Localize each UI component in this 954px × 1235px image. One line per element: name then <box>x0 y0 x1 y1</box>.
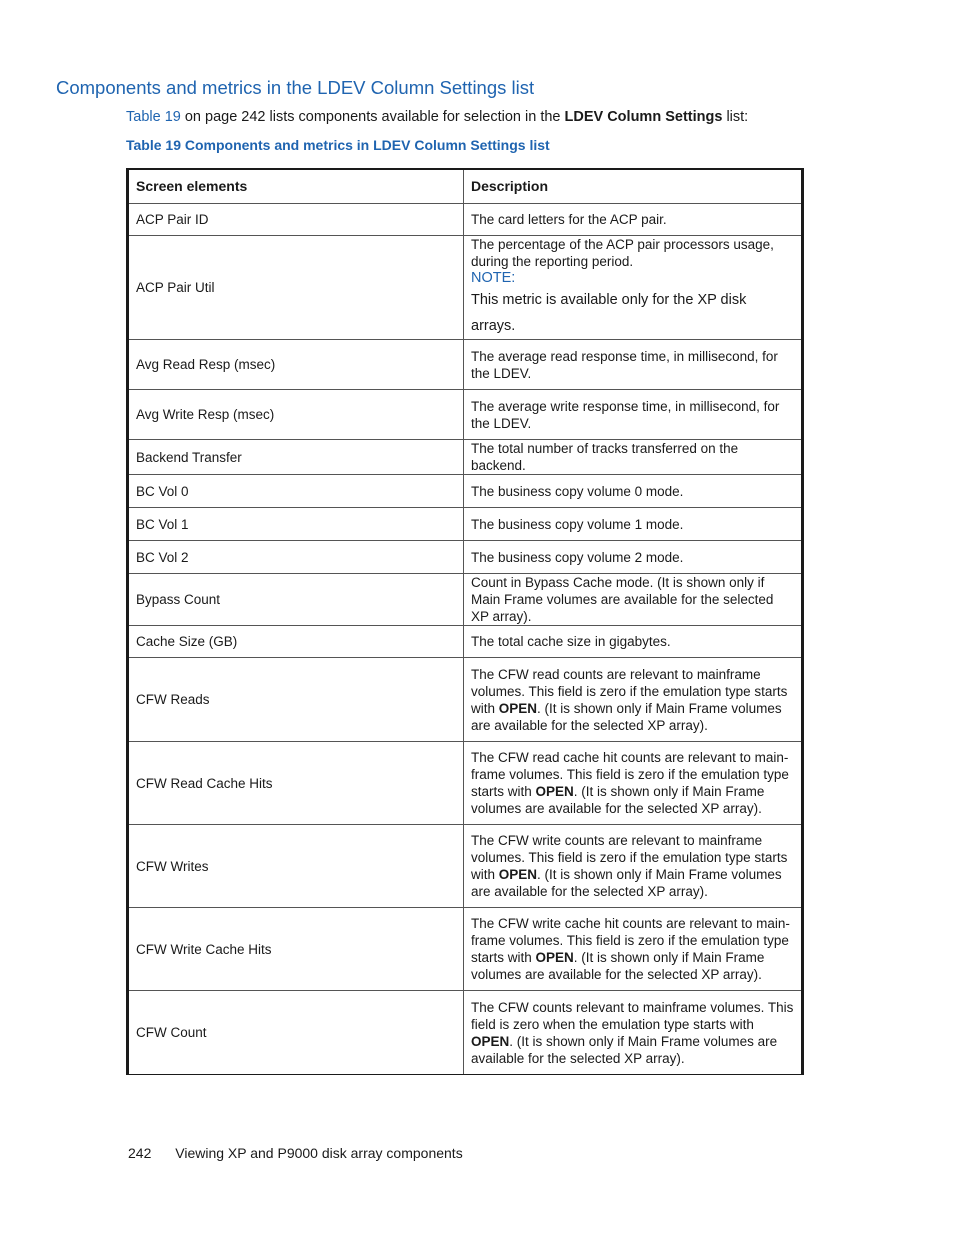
keyword-open: OPEN <box>498 867 538 882</box>
cell-description <box>464 825 803 908</box>
table-header-row <box>128 169 803 204</box>
table-row <box>128 475 803 508</box>
cell-description: The average read response time, in millisecond, for the LDEV. <box>464 340 803 390</box>
cell-screen-element: BC Vol 2 <box>128 541 464 574</box>
footer-chapter-title: Viewing XP and P9000 disk array components <box>175 1145 463 1161</box>
cell-screen-element: Bypass Count <box>128 574 464 626</box>
column-header-screen-elements: Screen elements <box>128 169 464 204</box>
description-text: The percentage of the ACP pair processors usage, during the reporting period. <box>471 237 774 269</box>
table-19-link[interactable]: Table 19 <box>126 109 181 125</box>
table-row <box>128 574 803 626</box>
description-text: . (It is shown only if Main Frame volumes are available for the selected XP array). <box>471 950 765 982</box>
cell-description: The business copy volume 1 mode. <box>464 508 803 541</box>
intro-bold-term: LDEV Column Settings <box>564 109 723 125</box>
page-footer <box>128 1145 463 1161</box>
description-text: . (It is shown only if Main Frame volumes are available for the selected XP array). <box>471 1033 778 1066</box>
table-row <box>128 742 803 825</box>
cell-description <box>464 908 803 991</box>
description-text: The CFW read cache hit counts are relevant to main-frame volumes. This field is zero if the emulation type starts with <box>471 750 789 799</box>
description-text: . (It is shown only if Main Frame volumes are available for the selected XP array). <box>471 867 782 899</box>
cell-screen-element: CFW Writes <box>128 825 464 908</box>
cell-screen-element: CFW Read Cache Hits <box>128 742 464 825</box>
intro-paragraph <box>126 109 748 125</box>
note-text: This metric is available only for the XP disk arrays. <box>471 292 747 334</box>
cell-screen-element: ACP Pair ID <box>128 204 464 236</box>
note-label: NOTE: <box>471 270 516 286</box>
cell-screen-element: BC Vol 1 <box>128 508 464 541</box>
cell-description: The average write response time, in millisecond, for the LDEV. <box>464 390 803 440</box>
cell-description: The business copy volume 0 mode. <box>464 475 803 508</box>
table-row <box>128 508 803 541</box>
cell-screen-element: BC Vol 0 <box>128 475 464 508</box>
keyword-open: OPEN <box>535 950 574 965</box>
keyword-open: OPEN <box>498 700 538 716</box>
table-caption: Table 19 Components and metrics in LDEV Column Settings list <box>126 137 550 153</box>
table-row <box>128 908 803 991</box>
intro-text-2: list: <box>722 109 749 125</box>
table-row <box>128 440 803 475</box>
cell-screen-element: CFW Reads <box>128 658 464 742</box>
table-row <box>128 236 803 340</box>
intro-text-1: on page 242 lists components available for selection in the <box>180 109 565 125</box>
table-row <box>128 204 803 236</box>
table-row <box>128 340 803 390</box>
table-row <box>128 991 803 1075</box>
cell-description: Count in Bypass Cache mode. (It is shown only if Main Frame volumes are available for the selected XP array). <box>464 574 803 626</box>
cell-description: The total cache size in gigabytes. <box>464 626 803 658</box>
cell-screen-element: Avg Write Resp (msec) <box>128 390 464 440</box>
table-row <box>128 390 803 440</box>
cell-description <box>464 991 803 1075</box>
table-row <box>128 825 803 908</box>
cell-screen-element: Backend Transfer <box>128 440 464 475</box>
description-text: The CFW write cache hit counts are relevant to main-frame volumes. This field is zero if the emulation type starts with <box>471 916 790 965</box>
cell-screen-element: ACP Pair Util <box>128 236 464 340</box>
cell-description <box>464 658 803 742</box>
description-text: . (It is shown only if Main Frame volumes are available for the selected XP array). <box>471 784 765 816</box>
keyword-open: OPEN <box>471 1033 510 1049</box>
cell-screen-element: Cache Size (GB) <box>128 626 464 658</box>
table-row <box>128 541 803 574</box>
cell-screen-element: CFW Write Cache Hits <box>128 908 464 991</box>
components-metrics-table <box>126 168 804 1075</box>
keyword-open: OPEN <box>535 784 574 799</box>
cell-description <box>464 236 803 340</box>
cell-description: The business copy volume 2 mode. <box>464 541 803 574</box>
cell-description: The card letters for the ACP pair. <box>464 204 803 236</box>
description-text: The CFW counts relevant to mainframe volumes. This field is zero when the emulation type starts with <box>471 999 794 1032</box>
description-text: The CFW write counts are relevant to mainframe volumes. This field is zero if the emulation type starts with <box>471 833 788 882</box>
section-heading: Components and metrics in the LDEV Column Settings list <box>56 77 535 98</box>
description-text: The CFW read counts are relevant to mainframe volumes. This field is zero if the emulation type starts with <box>471 666 788 716</box>
column-header-description: Description <box>464 169 803 204</box>
cell-screen-element: Avg Read Resp (msec) <box>128 340 464 390</box>
cell-screen-element: CFW Count <box>128 991 464 1075</box>
cell-description: The total number of tracks transferred on the backend. <box>464 440 803 475</box>
page-number: 242 <box>128 1145 152 1161</box>
table-row <box>128 658 803 742</box>
table-row <box>128 626 803 658</box>
cell-description <box>464 742 803 825</box>
description-text: . (It is shown only if Main Frame volumes are available for the selected XP array). <box>471 700 782 733</box>
